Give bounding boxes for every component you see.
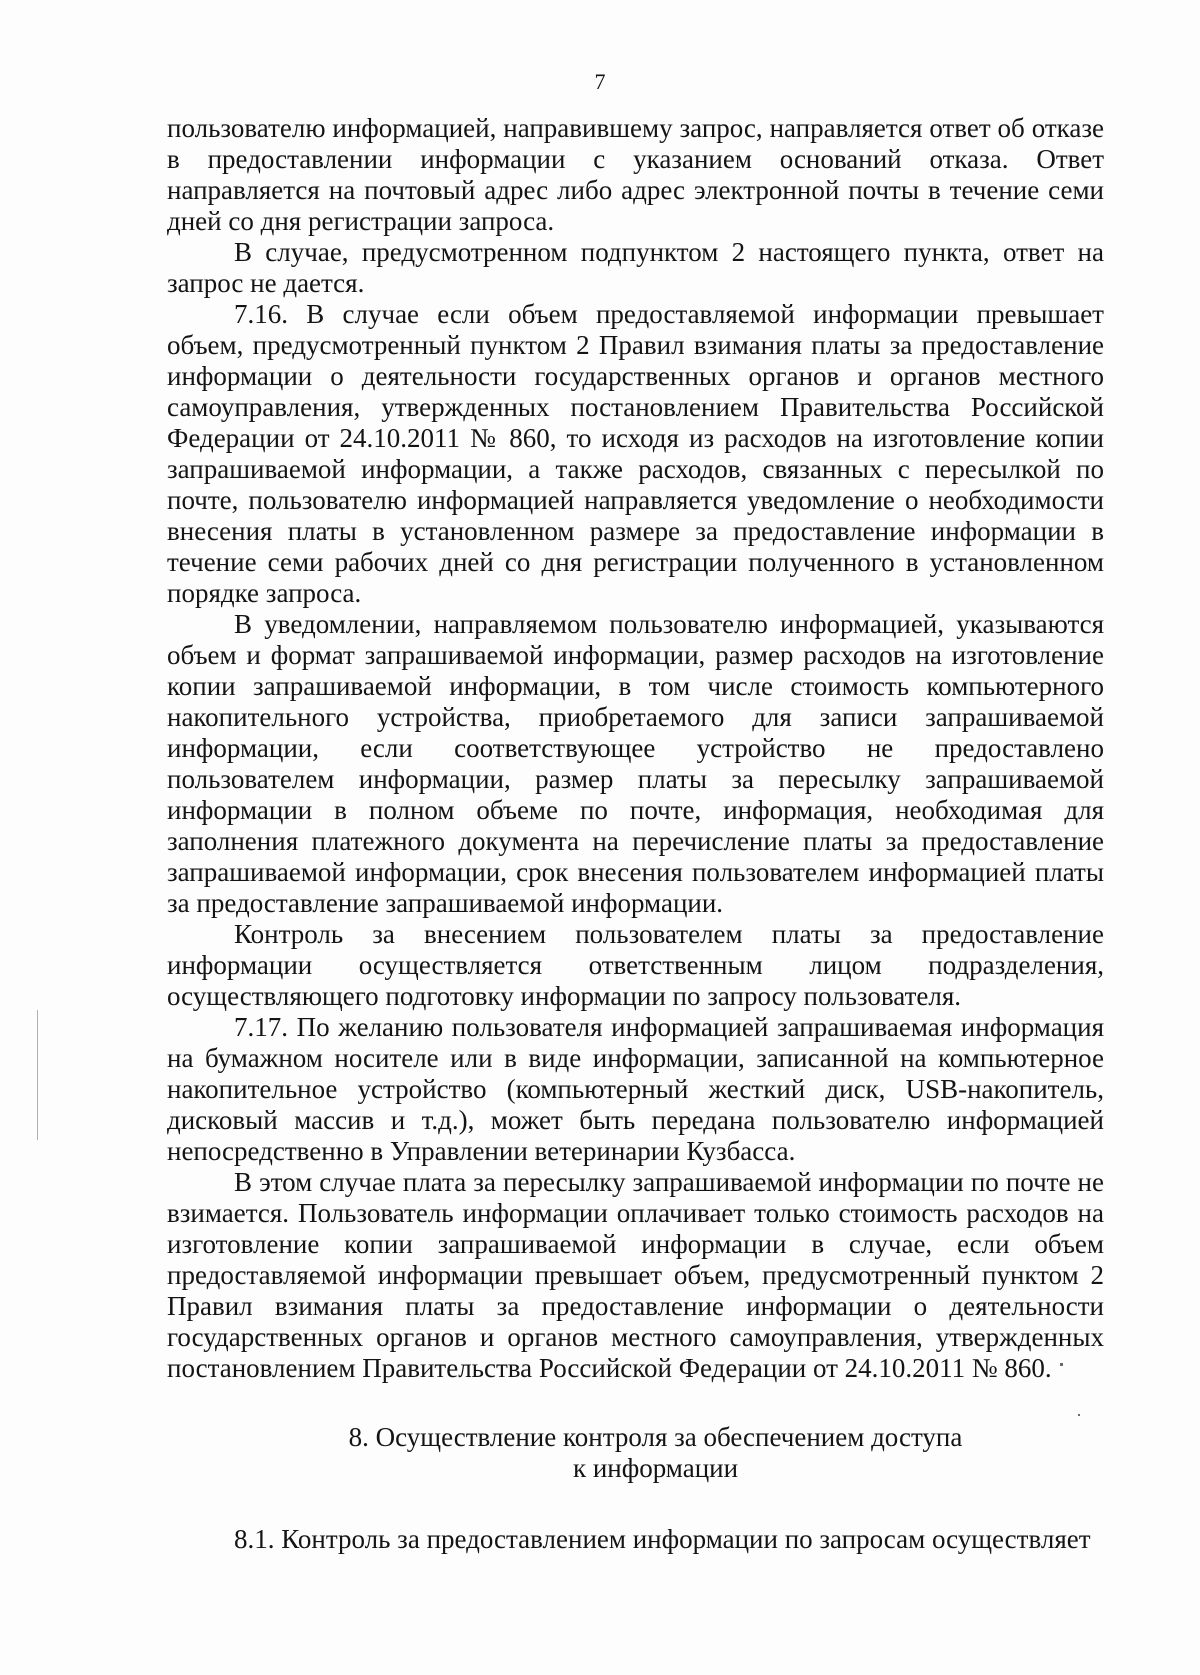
paragraph-payment-control: Контроль за внесением пользователем платы за предоставление информации осуществляется ответственным лицом подразделения, осуществляющего подготовку информации по запросу пользователя.	[167, 919, 1104, 1011]
section-heading	[167, 1422, 1104, 1484]
scan-dot	[1078, 1414, 1080, 1416]
paragraph-7-16: 7.16. В случае если объем предоставляемой информации превышает объем, предусмотренный пунктом 2 Правил взимания платы за предоставление информации о деятельности государственных органов и органов местного самоуправления, утвержденных постановлением Правительства Российской Федерации от 24.10.2011 № 860, то исходя из расходов на изготовление копии запрашиваемой информации, а также расходов, связанных с пересылкой по почте, пользователю информацией направляется уведомление о необходимости внесения платы в установленном размере за предоставление информации в течение семи рабочих дней со дня регистрации полученного в установленном порядке запроса.	[167, 299, 1104, 608]
scan-edge-line	[37, 1010, 38, 1140]
section-heading-line-2: к информации	[572, 1453, 739, 1483]
document-body	[167, 113, 1104, 1555]
page-number: 7	[594, 69, 606, 94]
scan-dot	[1060, 1363, 1063, 1366]
section-heading-line-1: 8. Осуществление контроля за обеспечением доступа	[348, 1422, 963, 1452]
paragraph-refusal-answer: пользователю информацией, направившему запрос, направляется ответ об отказе в предоставлении информации с указанием оснований отказа. Ответ направляется на почтовый адрес либо адрес электронной почты в течение семи дней со дня регистрации запроса.	[167, 113, 1104, 236]
paragraph-notification: В уведомлении, направляемом пользователю информацией, указываются объем и формат запрашиваемой информации, размер расходов на изготовление копии запрашиваемой информации, в том числе стоимость компьютерного накопительного устройства, приобретаемого для записи запрашиваемой информации, если соответствующее устройство не предоставлено пользователем информации, размер платы за пересылку запрашиваемой информации в полном объеме по почте, информация, необходимая для заполнения платежного документа на перечисление платы за предоставление запрашиваемой информации, срок внесения пользователем информацией платы за предоставление запрашиваемой информации.	[167, 609, 1104, 918]
paragraph-no-answer: В случае, предусмотренном подпунктом 2 настоящего пункта, ответ на запрос не дается.	[167, 237, 1104, 298]
paragraph-7-17: 7.17. По желанию пользователя информацией запрашиваемая информация на бумажном носителе или в виде информации, записанной на компьютерное накопительное устройство (компьютерный жесткий диск, USB-накопитель, дисковый массив и т.д.), может быть передана пользователю информацией непосредственно в Управлении ветеринарии Кузбасса.	[167, 1012, 1104, 1166]
paragraph-shipping-fee: В этом случае плата за пересылку запрашиваемой информации по почте не взимается. Пользователь информации оплачивает только стоимость расходов на изготовление копии запрашиваемой информации в случае, если объем предоставляемой информации превышает объем, предусмотренный пунктом 2 Правил взимания платы за предоставление информации о деятельности государственных органов и органов местного самоуправления, утвержденных постановлением Правительства Российской Федерации от 24.10.2011 № 860.	[167, 1167, 1104, 1383]
paragraph-8-1: 8.1. Контроль за предоставлением информации по запросам осуществляет	[234, 1524, 1091, 1554]
